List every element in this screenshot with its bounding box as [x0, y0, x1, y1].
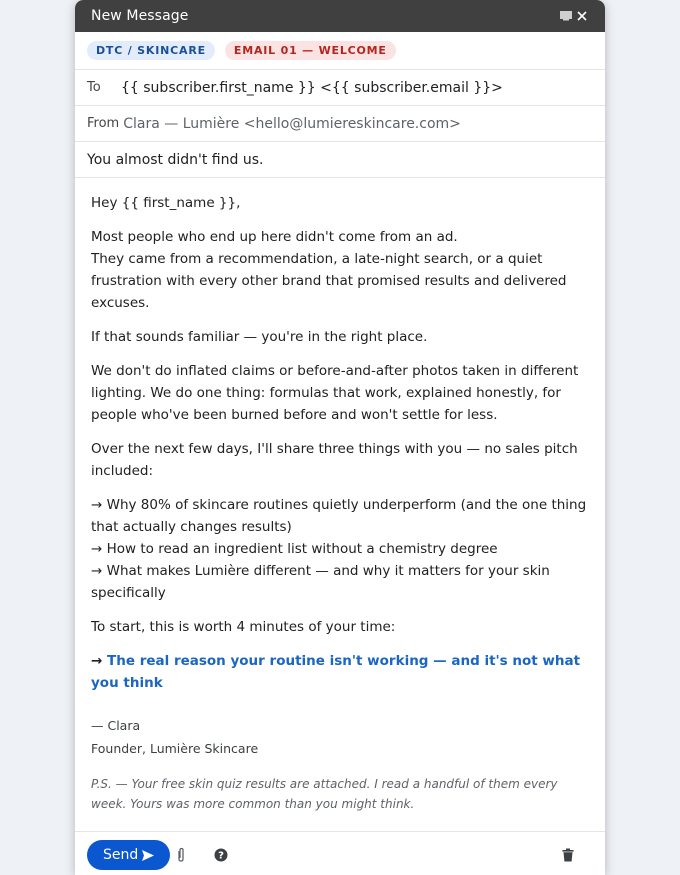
to-label: To — [87, 80, 101, 95]
window-title: New Message — [91, 8, 189, 24]
list-item: → What makes Lumière different — and why it matters for your skin specifically — [91, 563, 550, 601]
from-field[interactable] — [75, 106, 605, 142]
help-icon[interactable] — [210, 844, 232, 866]
greeting: Hey {{ first_name }}, — [91, 195, 241, 211]
paragraph-claims: We don't do inflated claims or before-and-after photos taken in different lighting. We do one thing: formulas that work, explained honestly, for people who've been burned before and won't settle for less. — [91, 363, 579, 423]
cta-arrow: → — [91, 653, 103, 669]
paragraph-next-days: Over the next few days, I'll share three things with you — no sales pitch included: — [91, 441, 578, 479]
paragraph-intro — [91, 226, 589, 314]
attach-icon[interactable] — [170, 844, 192, 866]
postscript: P.S. — Your free skin quiz results are attached. I read a handful of them every week. Yours was more common than you might think. — [91, 777, 558, 811]
title-bar — [75, 0, 605, 32]
paragraph-start: To start, this is worth 4 minutes of your time: — [91, 619, 396, 635]
send-button[interactable] — [87, 840, 170, 870]
minimize-icon[interactable] — [559, 9, 573, 23]
window-controls — [559, 9, 589, 23]
signature-title: Founder, Lumière Skincare — [91, 741, 259, 756]
subject-field[interactable] — [75, 142, 605, 178]
bullet-list — [91, 494, 589, 604]
from-label: From — [87, 116, 120, 131]
paragraph-familiar: If that sounds familiar — you're in the right place. — [91, 329, 428, 345]
cta-link[interactable] — [91, 650, 589, 694]
signature — [91, 714, 589, 760]
svg-text:?: ? — [218, 850, 225, 862]
close-icon[interactable] — [575, 9, 589, 23]
from-value[interactable]: Clara — Lumière <hello@lumiereskincare.com> — [123, 115, 461, 132]
segment-tag[interactable]: DTC / SKINCARE — [87, 41, 215, 60]
subject-value[interactable]: You almost didn't find us. — [87, 151, 264, 168]
sequence-tag[interactable]: EMAIL 01 — WELCOME — [225, 41, 396, 60]
compose-toolbar — [75, 832, 605, 875]
signature-name: — Clara — [91, 718, 141, 733]
to-value[interactable]: {{ subscriber.first_name }} <{{ subscriber.email }}> — [121, 79, 503, 96]
compose-window — [75, 0, 605, 875]
list-item: → Why 80% of skincare routines quietly underperform (and the one thing that actually changes results) — [91, 497, 587, 535]
cta-text[interactable]: The real reason your routine isn't working — and it's not what you think — [91, 653, 581, 691]
paragraph-intro-line2: They came from a recommendation, a late-night search, or a quiet frustration with every other brand that promised results and delivered excuses. — [91, 251, 567, 311]
list-item: → How to read an ingredient list without a chemistry degree — [91, 541, 498, 557]
trash-icon[interactable] — [557, 844, 579, 866]
send-label: Send — [103, 847, 139, 863]
send-icon — [142, 850, 154, 861]
tag-row — [75, 32, 605, 70]
message-body[interactable] — [75, 178, 605, 832]
paragraph-intro-line1: Most people who end up here didn't come from an ad. — [91, 229, 458, 245]
to-field[interactable] — [75, 70, 605, 106]
